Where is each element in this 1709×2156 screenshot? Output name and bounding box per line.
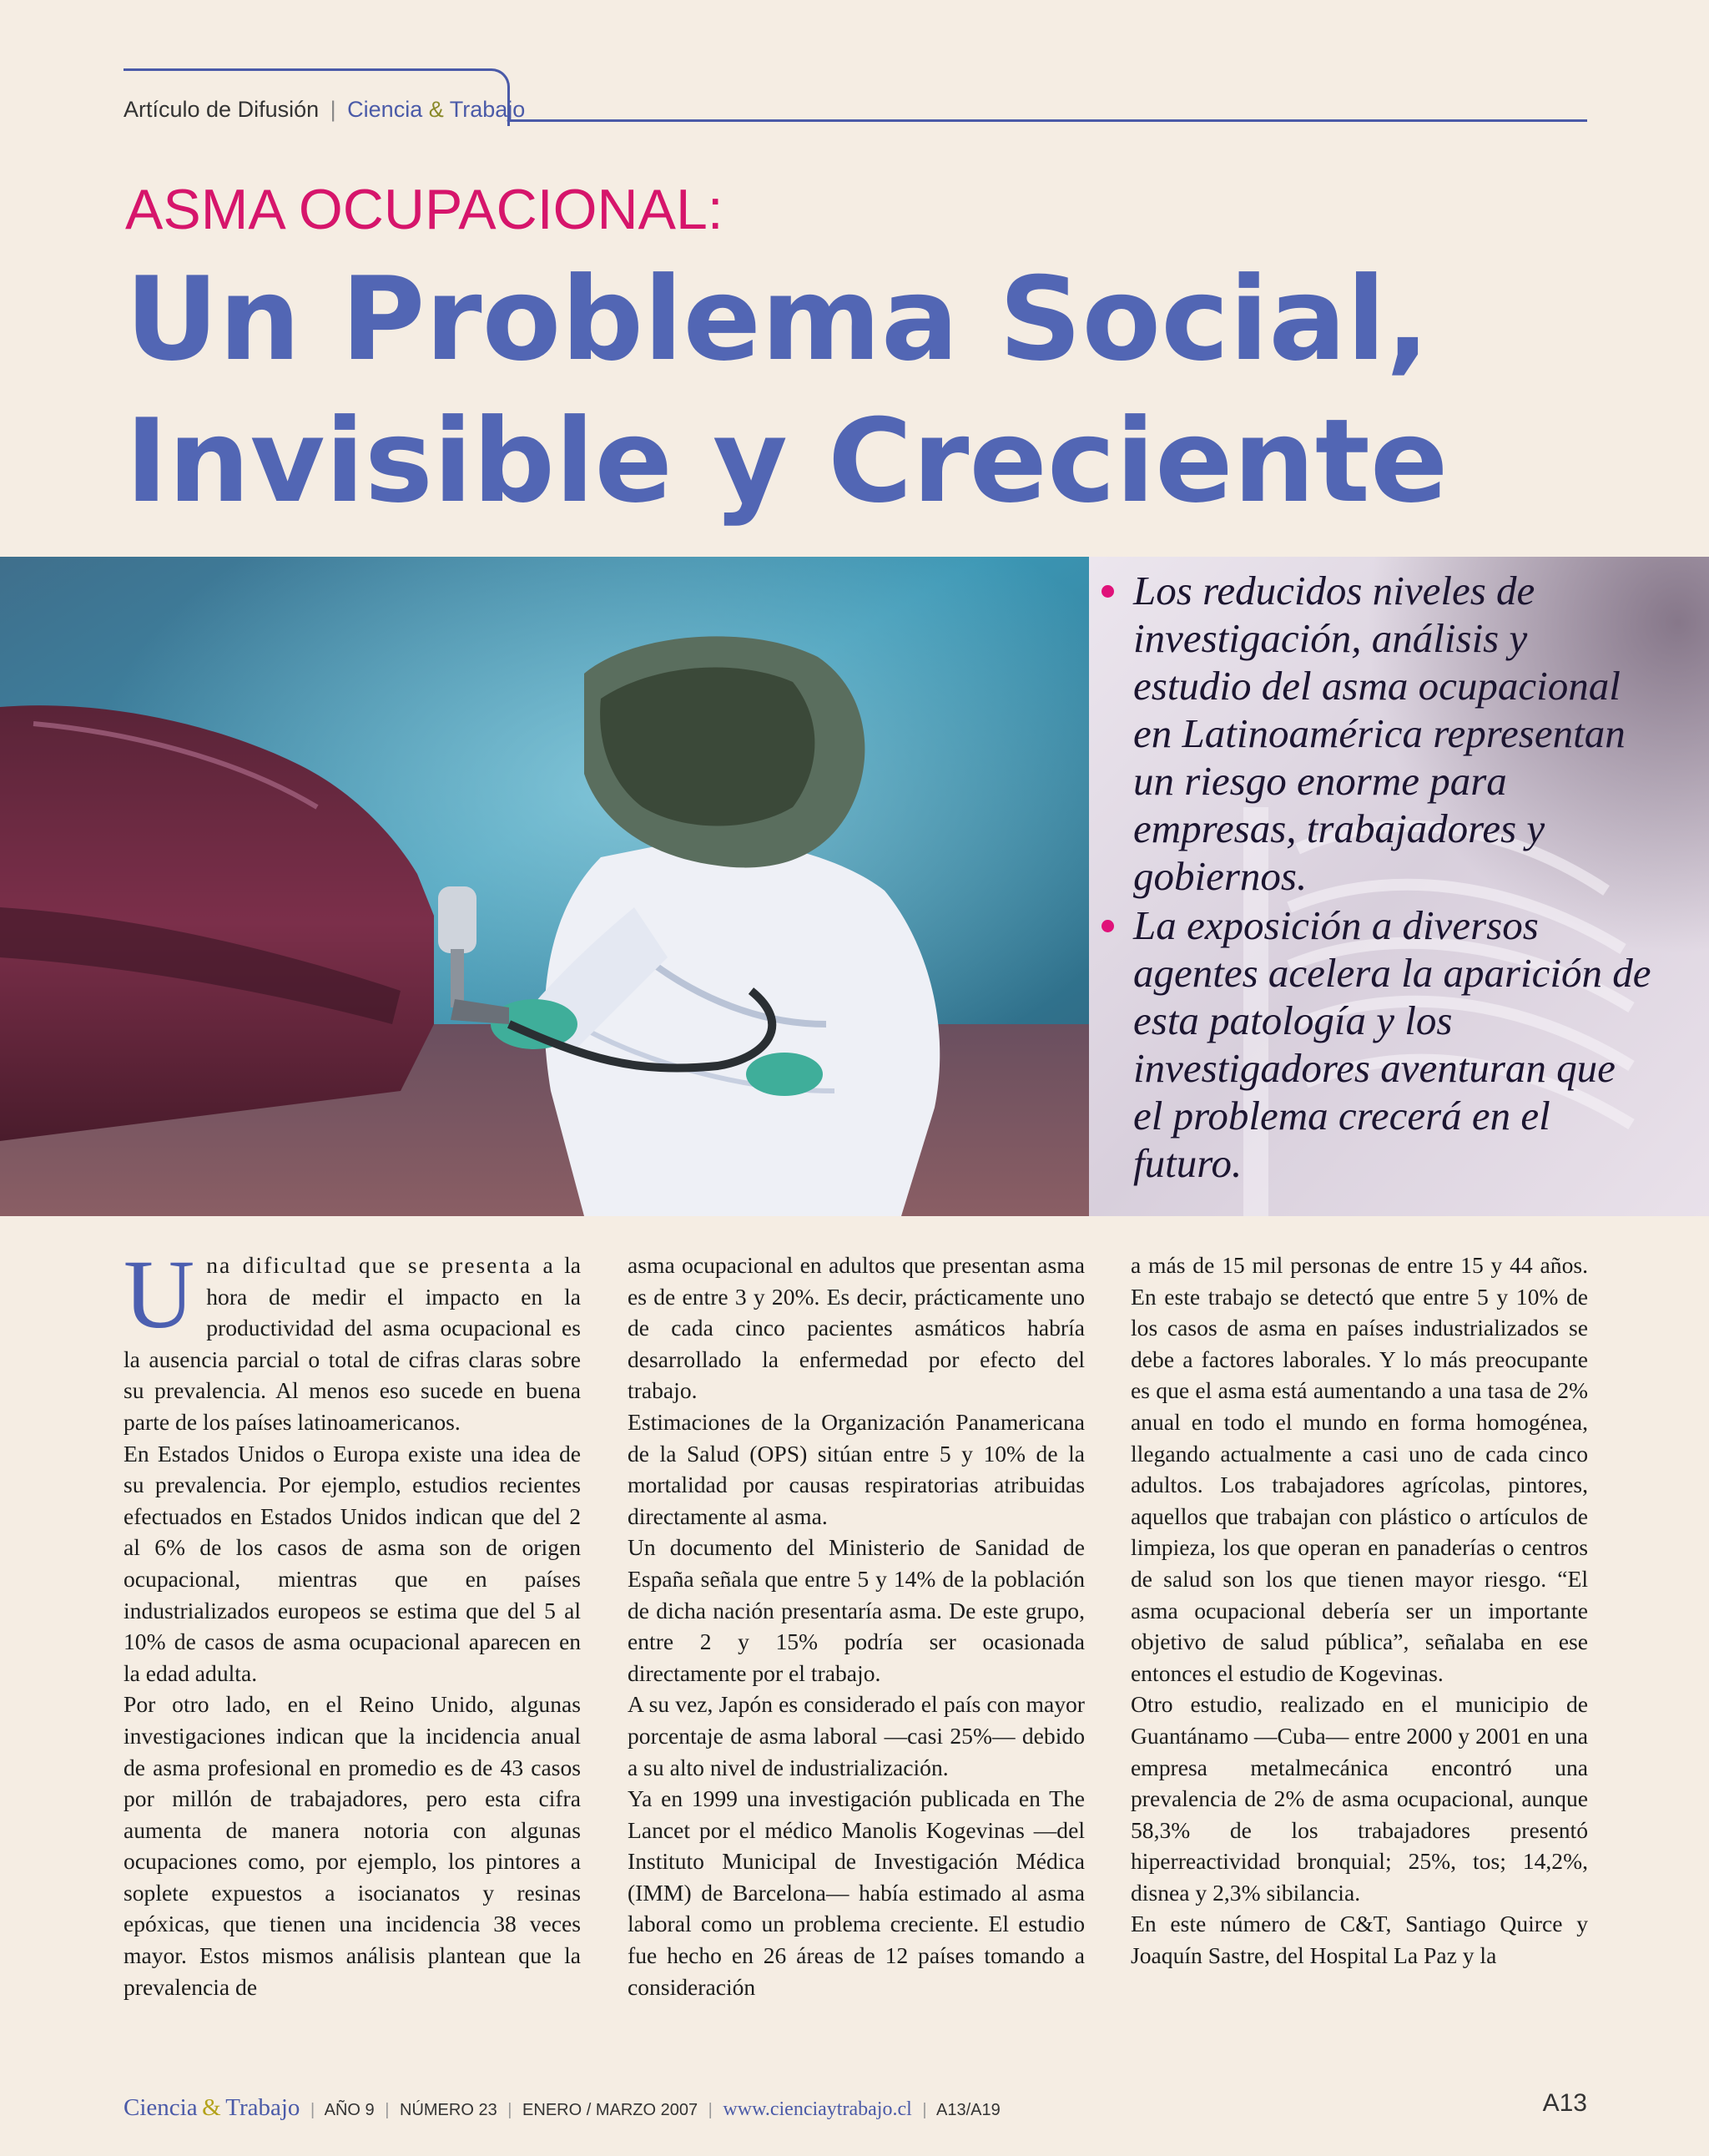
drop-cap: U [124, 1240, 195, 1349]
body-column-3 [1131, 1250, 1588, 1972]
body-paragraph: Por otro lado, en el Reino Unido, algunas investigaciones indican que la incidencia anual de asma profesional en promedio es de 43 casos por millón de trabajadores, pero esta cifra aumenta de manera notoria con algunas ocupaciones como, por ejemplo, los pintores a soplete expuestos a isocianatos y resinas epóxicas, que tienen una incidencia 38 veces mayor. Estos mismos análisis plantean que la prevalencia de [124, 1691, 581, 2000]
footer-year: AÑO 9 [324, 2101, 375, 2119]
header-brand-trabajo: Trabajo [449, 97, 526, 122]
highlight-bullet-2 [1102, 901, 1652, 1187]
body-paragraph: A su vez, Japón es considerado el país con mayor porcentaje de asma laboral —casi 25%— debido a su alto nivel de industrialización. [628, 1691, 1085, 1780]
body-column-2 [628, 1250, 1085, 2002]
body-paragraph: asma ocupacional en adultos que presentan asma es de entre 3 y 20%. Es decir, prácticamente uno de cada cinco pacientes asmáticos habría desarrollado la enfermedad por efecto del trabajo. [628, 1252, 1085, 1404]
highlight-bullet-1 [1102, 567, 1652, 900]
body-paragraph: En Estados Unidos o Europa existe una idea de su prevalencia. Por ejemplo, estudios recientes efectuados en Estados Unidos indican que del 2 al 6% de los casos de asma son de origen ocupacional, mientras que en países industrializados europeos se estima que del 5 al 10% de casos de asma ocupacional aparecen en la edad adulta. [124, 1440, 581, 1686]
footer-url-link[interactable]: www.cienciaytrabajo.cl [723, 2098, 912, 2120]
body-paragraph: a más de 15 mil personas de entre 15 y 44 años. En este trabajo se detectó que entre 5 y 10% de los casos de asma en países industrializados se debe a factores laborales. Y lo más preocupante es que el asma está aumentando a una tasa de 2% anual en todo el mundo en forma homogénea, llegando actualmente a casi uno de cada cinco adultos. Los trabajadores agrícolas, pintores, aquellos que trabajan con plástico o artículos de limpieza, los que operan en panaderías o centros de salud son los que tienen mayor riesgo. “El asma ocupacional debería ser un importante objetivo de salud pública”, señalaba en ese entonces el estudio de Kogevinas. [1131, 1252, 1588, 1686]
footer-separator: | [708, 2101, 713, 2119]
footer-separator: | [310, 2101, 315, 2119]
body-column-1 [124, 1240, 581, 2002]
highlight-bullet-2-text: La exposición a diversos agentes acelera la aparición de esta patología y los investigadores aventuran que el problema crecerá en el futuro. [1133, 902, 1651, 1186]
bullet-dot-icon [1102, 920, 1114, 932]
bullet-dot-icon [1102, 585, 1114, 598]
body-paragraph: Otro estudio, realizado en el municipio de Guantánamo —Cuba— entre 2000 y 2001 en una empresa metalmecánica encontró una prevalencia de 2% de asma ocupacional, aunque 58,3% de los trabajadores presentó hiperreactividad bronquial; 25%, tos; 14,2%, disnea y 2,3% sibilancia. [1131, 1691, 1588, 1906]
article-title-line-1: Un Problema Social, [125, 252, 1430, 386]
highlight-bullets [1102, 567, 1652, 1187]
article-kicker: ASMA OCUPACIONAL: [125, 178, 723, 241]
footer-separator: | [922, 2101, 927, 2119]
footer-pages: A13/A19 [935, 2101, 1001, 2119]
footer-brand-amp: & [202, 2094, 221, 2121]
footer-separator: | [507, 2101, 512, 2119]
body-paragraph: Un documento del Ministerio de Sanidad de España señala que entre 5 y 14% de la población de dicha nación presentaría asma. De este grupo, entre 2 y 15% podría ser ocasionada directamente por el trabajo. [628, 1534, 1085, 1686]
hero-band [0, 557, 1709, 1216]
lead-in-text: na dificultad que se presenta a [206, 1252, 555, 1278]
header-brand-amp: & [428, 97, 444, 122]
spray-painter-photo [0, 557, 1093, 1216]
footer-issue: NÚMERO 23 [400, 2101, 497, 2119]
footer-brand-ciencia: Ciencia [124, 2094, 198, 2121]
highlight-bullet-1-text: Los reducidos niveles de investigación, análisis y estudio del asma ocupacional en Latinoamérica representan un riesgo enorme para empresas, trabajadores y gobiernos. [1133, 568, 1626, 899]
page-number: A13 [1542, 2089, 1587, 2117]
article-title [125, 249, 1627, 533]
footer-date: ENERO / MARZO 2007 [522, 2101, 698, 2119]
section-label: Artículo de Difusión [124, 97, 320, 122]
body-paragraph: En este número de C&T, Santiago Quirce y Joaquín Sastre, del Hospital La Paz y la [1131, 1911, 1588, 1969]
footer-separator: | [385, 2101, 390, 2119]
body-paragraph-text: la hora de medir el impacto en la productividad del asma ocupacional es la ausencia parcial o total de cifras claras sobre su prevalencia. Al menos eso sucede en buena parte de los países latinoamericanos. [124, 1252, 581, 1435]
page-footer [124, 2089, 1587, 2124]
body-paragraph: Ya en 1999 una investigación publicada en The Lancet por el médico Manolis Kogevinas —del Instituto Municipal de Investigación Médica (IMM) de Barcelona— había estimado al asma laboral como un problema creciente. El estudio fue hecho en 26 áreas de 12 países tomando a consideración [628, 1785, 1085, 2000]
footer-brand-trabajo: Trabajo [225, 2094, 300, 2121]
header-separator: | [330, 97, 336, 122]
section-header [124, 97, 525, 123]
header-rule [507, 119, 1587, 122]
header-brand-ciencia: Ciencia [347, 97, 423, 122]
body-paragraph: Estimaciones de la Organización Panamericana de la Salud (OPS) sitúan entre 5 y 10% de la mortalidad por causas respiratorias atribuidas directamente al asma. [628, 1408, 1085, 1529]
article-title-line-2: Invisible y Creciente [125, 394, 1449, 528]
